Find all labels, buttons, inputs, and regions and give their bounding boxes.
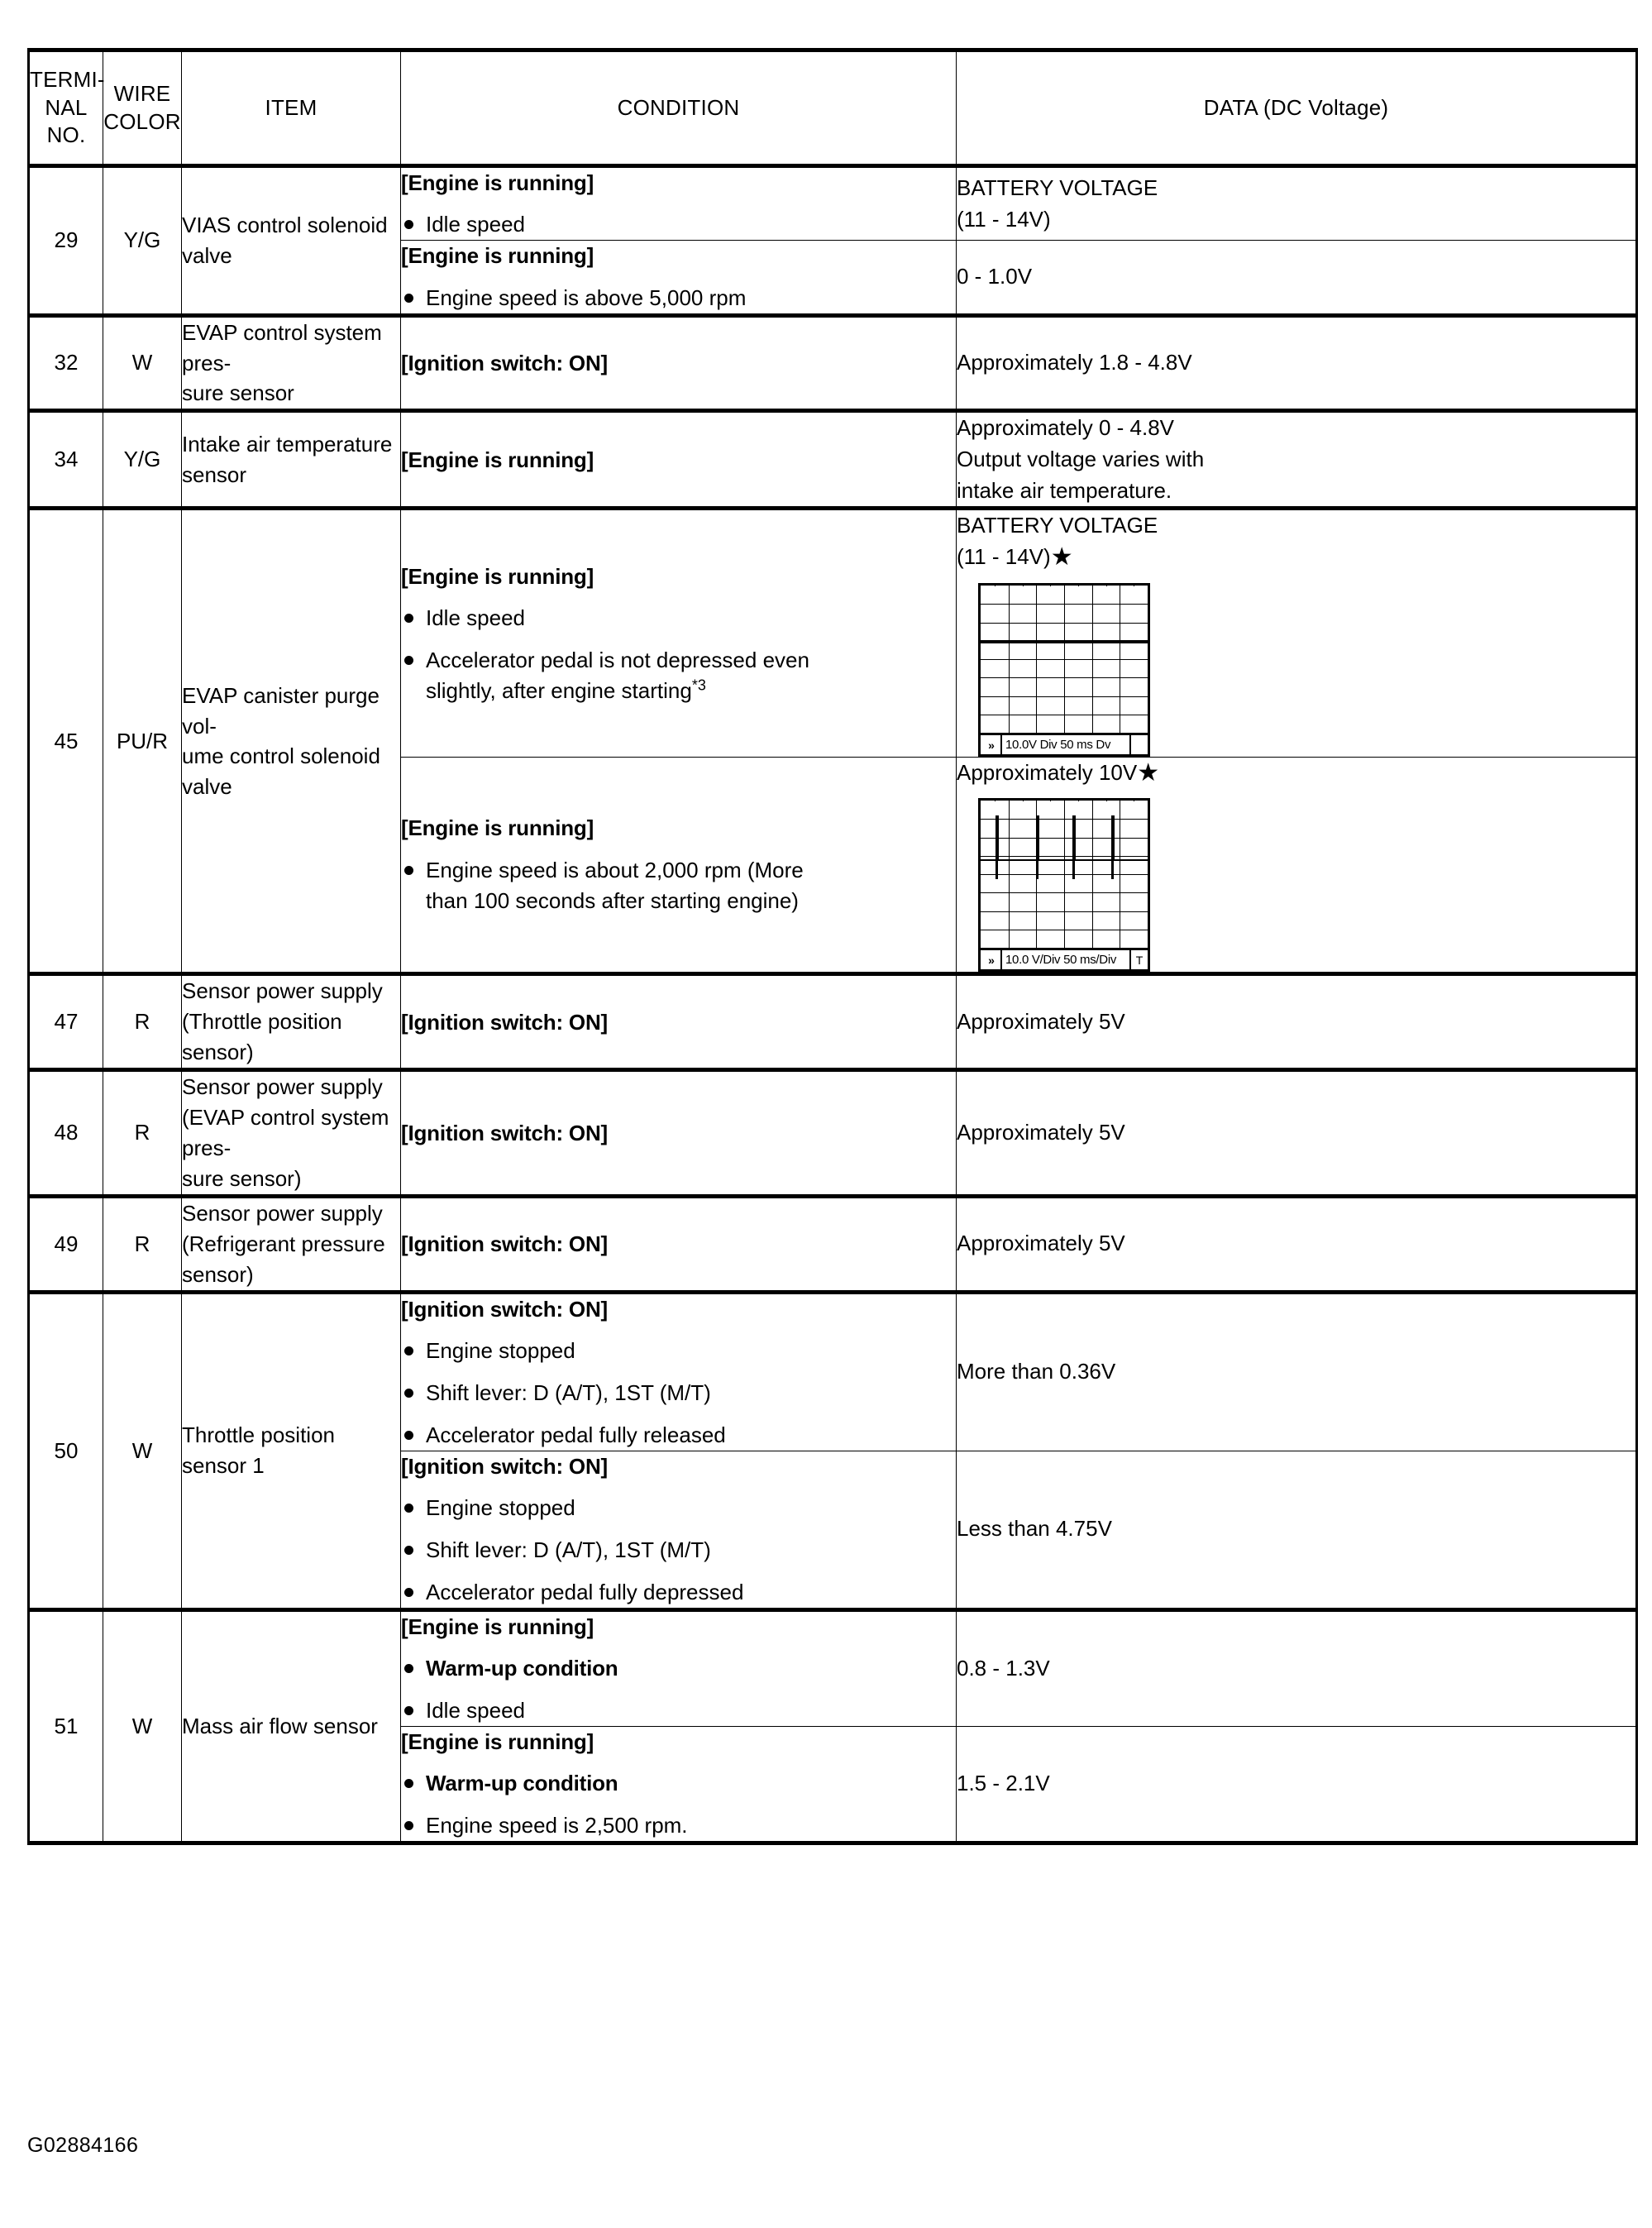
grid-dot [1050,659,1051,660]
cell-wire-color: W [103,1609,182,1843]
waveform-spike [1072,815,1076,859]
grid-dot [1050,892,1051,893]
oscilloscope-waveform-figure [978,583,1635,757]
cell-data-value [957,1196,1637,1292]
fast-forward-icon: » [981,950,1002,969]
grid-hline [981,838,1148,839]
grid-dot [1023,677,1024,678]
data-value-line [957,347,1635,379]
data-value-line [957,413,1635,444]
grid-hline [981,677,1148,678]
grid-dot [1050,677,1051,678]
data-value-line [957,1006,1635,1038]
condition-bullet-item [401,1336,956,1366]
grid-hline [981,874,1148,875]
data-value-line [957,1513,1635,1545]
header-line: NO. [46,122,86,148]
bullet-text: Engine speed is about 2,000 rpm (More [426,857,804,882]
data-value-line [957,1117,1635,1149]
cell-condition [401,974,957,1070]
table-row [29,166,1637,241]
cell-terminal-no: 34 [29,411,103,509]
waveform-spike [1036,815,1039,859]
table-row [29,411,1637,509]
grid-dot [1050,696,1051,697]
data-value-line [957,542,1635,573]
waveform-spike-tail [1111,859,1114,879]
scope-scale-label: 10.0V Div 50 ms Dv [1005,737,1111,752]
bullet-text: Shift lever: D (A/T), 1ST (M/T) [426,1537,711,1562]
cell-condition [401,1609,957,1726]
grid-dot [1078,659,1079,660]
header-line: WIRE [113,80,171,106]
grid-dot [1106,838,1107,839]
data-value-text: 0.8 - 1.3V [957,1655,1050,1681]
bullet-text-line2: than 100 seconds after starting engine) [426,887,799,913]
condition-bullet-item [401,1378,956,1408]
cell-item [182,974,401,1070]
waveform-baseline [981,859,1148,861]
data-value-text: Approximately 1.8 - 4.8V [957,350,1192,375]
header-item: ITEM [182,50,401,166]
condition-heading: [Engine is running] [401,447,594,472]
table-row [29,1292,1637,1451]
cell-wire-color: W [103,1292,182,1609]
scope-trigger-slot [1129,735,1148,754]
data-value-text: Approximately 5V [957,1120,1125,1145]
item-text-line: ume control solenoid valve [182,743,380,800]
cell-item [182,1196,401,1292]
item-text-line: sure sensor) [182,1165,302,1191]
cell-wire-color: R [103,974,182,1070]
condition-bullet-item [401,283,956,313]
grid-dot [1050,911,1051,912]
condition-bullet-list [401,1768,956,1841]
bullet-text: Accelerator pedal is not depressed even [426,647,809,672]
bullet-text: Shift lever: D (A/T), 1ST (M/T) [426,1379,711,1405]
bullet-text: Engine speed is above 5,000 rpm [426,284,747,310]
condition-bullet-item [401,603,956,633]
sheet-code: G02884166 [27,2134,139,2157]
condition-heading: [Engine is running] [401,170,594,195]
cell-data-value [957,166,1637,241]
condition-heading: [Ignition switch: ON] [401,1120,608,1145]
cell-terminal-no: 49 [29,1196,103,1292]
condition-bullet-item [401,1535,956,1566]
condition-heading: [Engine is running] [401,243,594,269]
grid-dot [1078,604,1079,605]
data-value-text: intake air temperature. [957,477,1172,503]
bullet-text: Accelerator pedal fully depressed [426,1579,744,1604]
item-text-line: Intake air temperature [182,431,393,457]
grid-dot [1023,856,1024,857]
cell-condition [401,411,957,509]
grid-dot [1050,604,1051,605]
grid-hline [981,892,1148,893]
cell-wire-color: PU/R [103,509,182,974]
table-row [29,509,1637,757]
data-value-text: 1.5 - 2.1V [957,1771,1050,1796]
item-text-line: Mass air flow sensor [182,1713,378,1738]
cell-item [182,1292,401,1609]
footnote-marker: *3 [691,677,706,694]
cell-condition [401,1070,957,1197]
table-row [29,1609,1637,1726]
condition-bullet-list [401,283,956,313]
data-value-text: Output voltage varies with [957,447,1205,471]
condition-bullet-list [401,603,956,706]
table-row [29,1070,1637,1197]
data-value-line [957,1228,1635,1260]
ecm-terminal-spec-table [27,48,1638,1845]
cell-data-value [957,509,1637,757]
grid-dot [1023,892,1024,893]
grid-dot [1023,604,1024,605]
condition-heading: [Engine is running] [401,815,594,841]
cell-data-value [957,974,1637,1070]
header-line: TERMI- [30,66,105,92]
bullet-text: Warm-up condition [426,1771,618,1796]
cell-data-value [957,1070,1637,1197]
item-text-line: (Throttle position sensor) [182,1009,342,1065]
grid-dot [1106,696,1107,697]
data-value-line [957,444,1635,476]
data-value-text: Approximately 5V [957,1231,1125,1256]
bullet-text: Accelerator pedal fully released [426,1422,726,1447]
item-text-line: sensor) [182,1261,254,1287]
cell-item [182,1070,401,1197]
grid-dot [1023,838,1024,839]
table-row [29,315,1637,411]
cell-terminal-no: 50 [29,1292,103,1609]
cell-item [182,1609,401,1843]
grid-hline [981,819,1148,820]
cell-condition [401,1196,957,1292]
cell-condition [401,166,957,241]
grid-dot [1050,874,1051,875]
data-value-line [957,1653,1635,1685]
header-condition: CONDITION [401,50,957,166]
cell-data-value [957,1292,1637,1451]
grid-dot [1023,623,1024,624]
cell-wire-color: R [103,1070,182,1197]
grid-dot [1106,856,1107,857]
grid-dot [1023,819,1024,820]
cell-data-value [957,315,1637,411]
cell-terminal-no: 45 [29,509,103,974]
cell-data-value [957,1726,1637,1843]
condition-bullet-list [401,1336,956,1451]
scope-settings-bar [981,948,1148,969]
waveform-spike-tail [995,859,998,879]
grid-dot [1050,623,1051,624]
data-value-line [957,1356,1635,1388]
data-value-text: BATTERY VOLTAGE [957,175,1158,200]
condition-heading: [Engine is running] [401,563,594,589]
waveform-trace [981,640,1148,643]
grid-dot [1106,677,1107,678]
condition-heading: [Ignition switch: ON] [401,1453,608,1479]
header-line: COLOR [103,108,181,134]
grid-dot [1106,604,1107,605]
data-value-text: BATTERY VOLTAGE [957,513,1158,538]
data-value-line [957,261,1635,293]
condition-heading: [Ignition switch: ON] [401,1296,608,1322]
star-icon: ★ [1137,758,1160,786]
cell-data-value [957,411,1637,509]
grid-dot [1106,819,1107,820]
grid-dot [1106,623,1107,624]
item-text-line: Sensor power supply [182,978,383,1004]
grid-dot [1078,677,1079,678]
item-text-line: Throttle position sensor 1 [182,1422,335,1479]
cell-condition [401,757,957,974]
grid-dot [1078,892,1079,893]
data-value-text: More than 0.36V [957,1359,1116,1384]
condition-bullet-item [401,645,956,706]
item-text-line: (EVAP control system pres- [182,1105,389,1160]
item-text-line: sensor [182,461,247,487]
item-text-line: sure sensor [182,380,294,406]
data-value-line [957,1768,1635,1800]
data-value-text: (11 - 14V) [957,544,1051,570]
grid-dot [1106,911,1107,912]
data-value-line [957,204,1635,236]
condition-heading: [Ignition switch: ON] [401,1009,608,1035]
grid-dot [1050,838,1051,839]
grid-dot [1023,874,1024,875]
scope-grid [981,586,1148,733]
data-value-line [957,476,1635,507]
cell-terminal-no: 51 [29,1609,103,1843]
grid-hline [981,659,1148,660]
scope-display [978,798,1150,972]
header-row [29,50,1637,166]
bullet-text: Engine stopped [426,1337,575,1363]
grid-dot [1106,874,1107,875]
cell-item [182,315,401,411]
condition-bullet-item [401,1577,956,1608]
grid-dot [1078,623,1079,624]
header-line: NAL [45,94,88,120]
data-value-text: Approximately 0 - 4.8V [957,415,1175,441]
table-body [29,166,1637,1843]
cell-terminal-no: 29 [29,166,103,316]
cell-data-value [957,757,1637,974]
data-value-line [957,173,1635,204]
condition-bullet-list [401,209,956,240]
grid-hline [981,856,1148,857]
grid-dot [1023,911,1024,912]
grid-hline [981,696,1148,697]
grid-dot [1078,838,1079,839]
cell-wire-color: R [103,1196,182,1292]
scope-settings-bar [981,733,1148,754]
condition-bullet-item [401,209,956,240]
grid-dot [1050,856,1051,857]
condition-bullet-item [401,1653,956,1684]
item-text-line: Sensor power supply [182,1200,383,1226]
table-header [29,50,1637,166]
condition-bullet-list [401,855,956,916]
condition-heading: [Ignition switch: ON] [401,350,608,375]
grid-dot [1050,819,1051,820]
item-text-line: (Refrigerant pressure [182,1231,385,1256]
data-value-text: Less than 4.75V [957,1516,1112,1542]
bullet-text: Idle speed [426,605,525,630]
grid-dot [1078,819,1079,820]
grid-hline [981,911,1148,912]
cell-condition [401,1726,957,1843]
item-text-line: VIAS control solenoid valve [182,212,388,268]
header-wire-color [103,50,182,166]
condition-heading: [Ignition switch: ON] [401,1231,608,1256]
cell-condition [401,315,957,411]
grid-dot [1106,659,1107,660]
oscilloscope-waveform-figure [978,798,1635,972]
cell-wire-color: Y/G [103,411,182,509]
data-value-line [957,510,1635,542]
cell-data-value [957,1609,1637,1726]
condition-heading: [Engine is running] [401,1728,594,1754]
scope-scale-label: 10.0 V/Div 50 ms/Div [1005,953,1117,968]
data-value-text: 0 - 1.0V [957,264,1033,289]
grid-dot [1023,696,1024,697]
condition-bullet-item [401,1493,956,1523]
condition-bullet-item [401,1420,956,1451]
condition-bullet-item [401,1695,956,1726]
bullet-text: Engine stopped [426,1495,575,1520]
cell-data-value [957,1451,1637,1609]
data-value-text: Approximately 5V [957,1008,1125,1034]
cell-item [182,411,401,509]
data-value-text: Approximately 10V [957,759,1138,785]
grid-dot [1078,856,1079,857]
waveform-spike [995,815,999,859]
bullet-text: Idle speed [426,1698,525,1724]
grid-dot [1023,659,1024,660]
grid-dot [1078,911,1079,912]
condition-bullet-item [401,1810,956,1841]
waveform-spike-tail [1072,859,1075,879]
cell-item [182,166,401,316]
condition-bullet-list [401,1493,956,1608]
header-terminal-no [29,50,103,166]
cell-condition [401,1292,957,1451]
cell-item [182,509,401,974]
grid-dot [1078,874,1079,875]
waveform-spike [1111,815,1115,859]
bullet-text: Idle speed [426,212,525,237]
scope-grid [981,801,1148,948]
star-icon: ★ [1050,543,1073,571]
cell-data-value [957,241,1637,315]
bullet-text: Warm-up condition [426,1656,618,1681]
scope-display [978,583,1150,757]
grid-dot [1106,892,1107,893]
item-text-line: EVAP canister purge vol- [182,682,380,739]
fast-forward-icon: » [981,735,1002,754]
cell-wire-color: Y/G [103,166,182,316]
cell-condition [401,241,957,315]
data-value-line [957,758,1635,789]
bullet-text-line2: slightly, after engine starting [426,677,692,703]
cell-wire-color: W [103,315,182,411]
header-data: DATA (DC Voltage) [957,50,1637,166]
item-text-line: Sensor power supply [182,1074,383,1100]
grid-hline [981,623,1148,624]
condition-bullet-item [401,855,956,916]
item-text-line: EVAP control system pres- [182,319,382,375]
grid-hline [981,604,1148,605]
table-row [29,1196,1637,1292]
condition-bullet-item [401,1768,956,1799]
cell-terminal-no: 32 [29,315,103,411]
condition-heading: [Engine is running] [401,1614,594,1639]
table-row [29,974,1637,1070]
data-value-text: (11 - 14V) [957,206,1051,232]
bullet-text: Engine speed is 2,500 rpm. [426,1813,688,1838]
condition-bullet-list [401,1653,956,1726]
cell-condition [401,509,957,757]
bullet-text-continuation [426,886,956,916]
grid-dot [1078,696,1079,697]
scope-trigger-label: T [1129,950,1148,969]
bullet-text-continuation [426,676,956,706]
cell-terminal-no: 48 [29,1070,103,1197]
cell-terminal-no: 47 [29,974,103,1070]
waveform-spike-tail [1036,859,1038,879]
cell-condition [401,1451,957,1609]
